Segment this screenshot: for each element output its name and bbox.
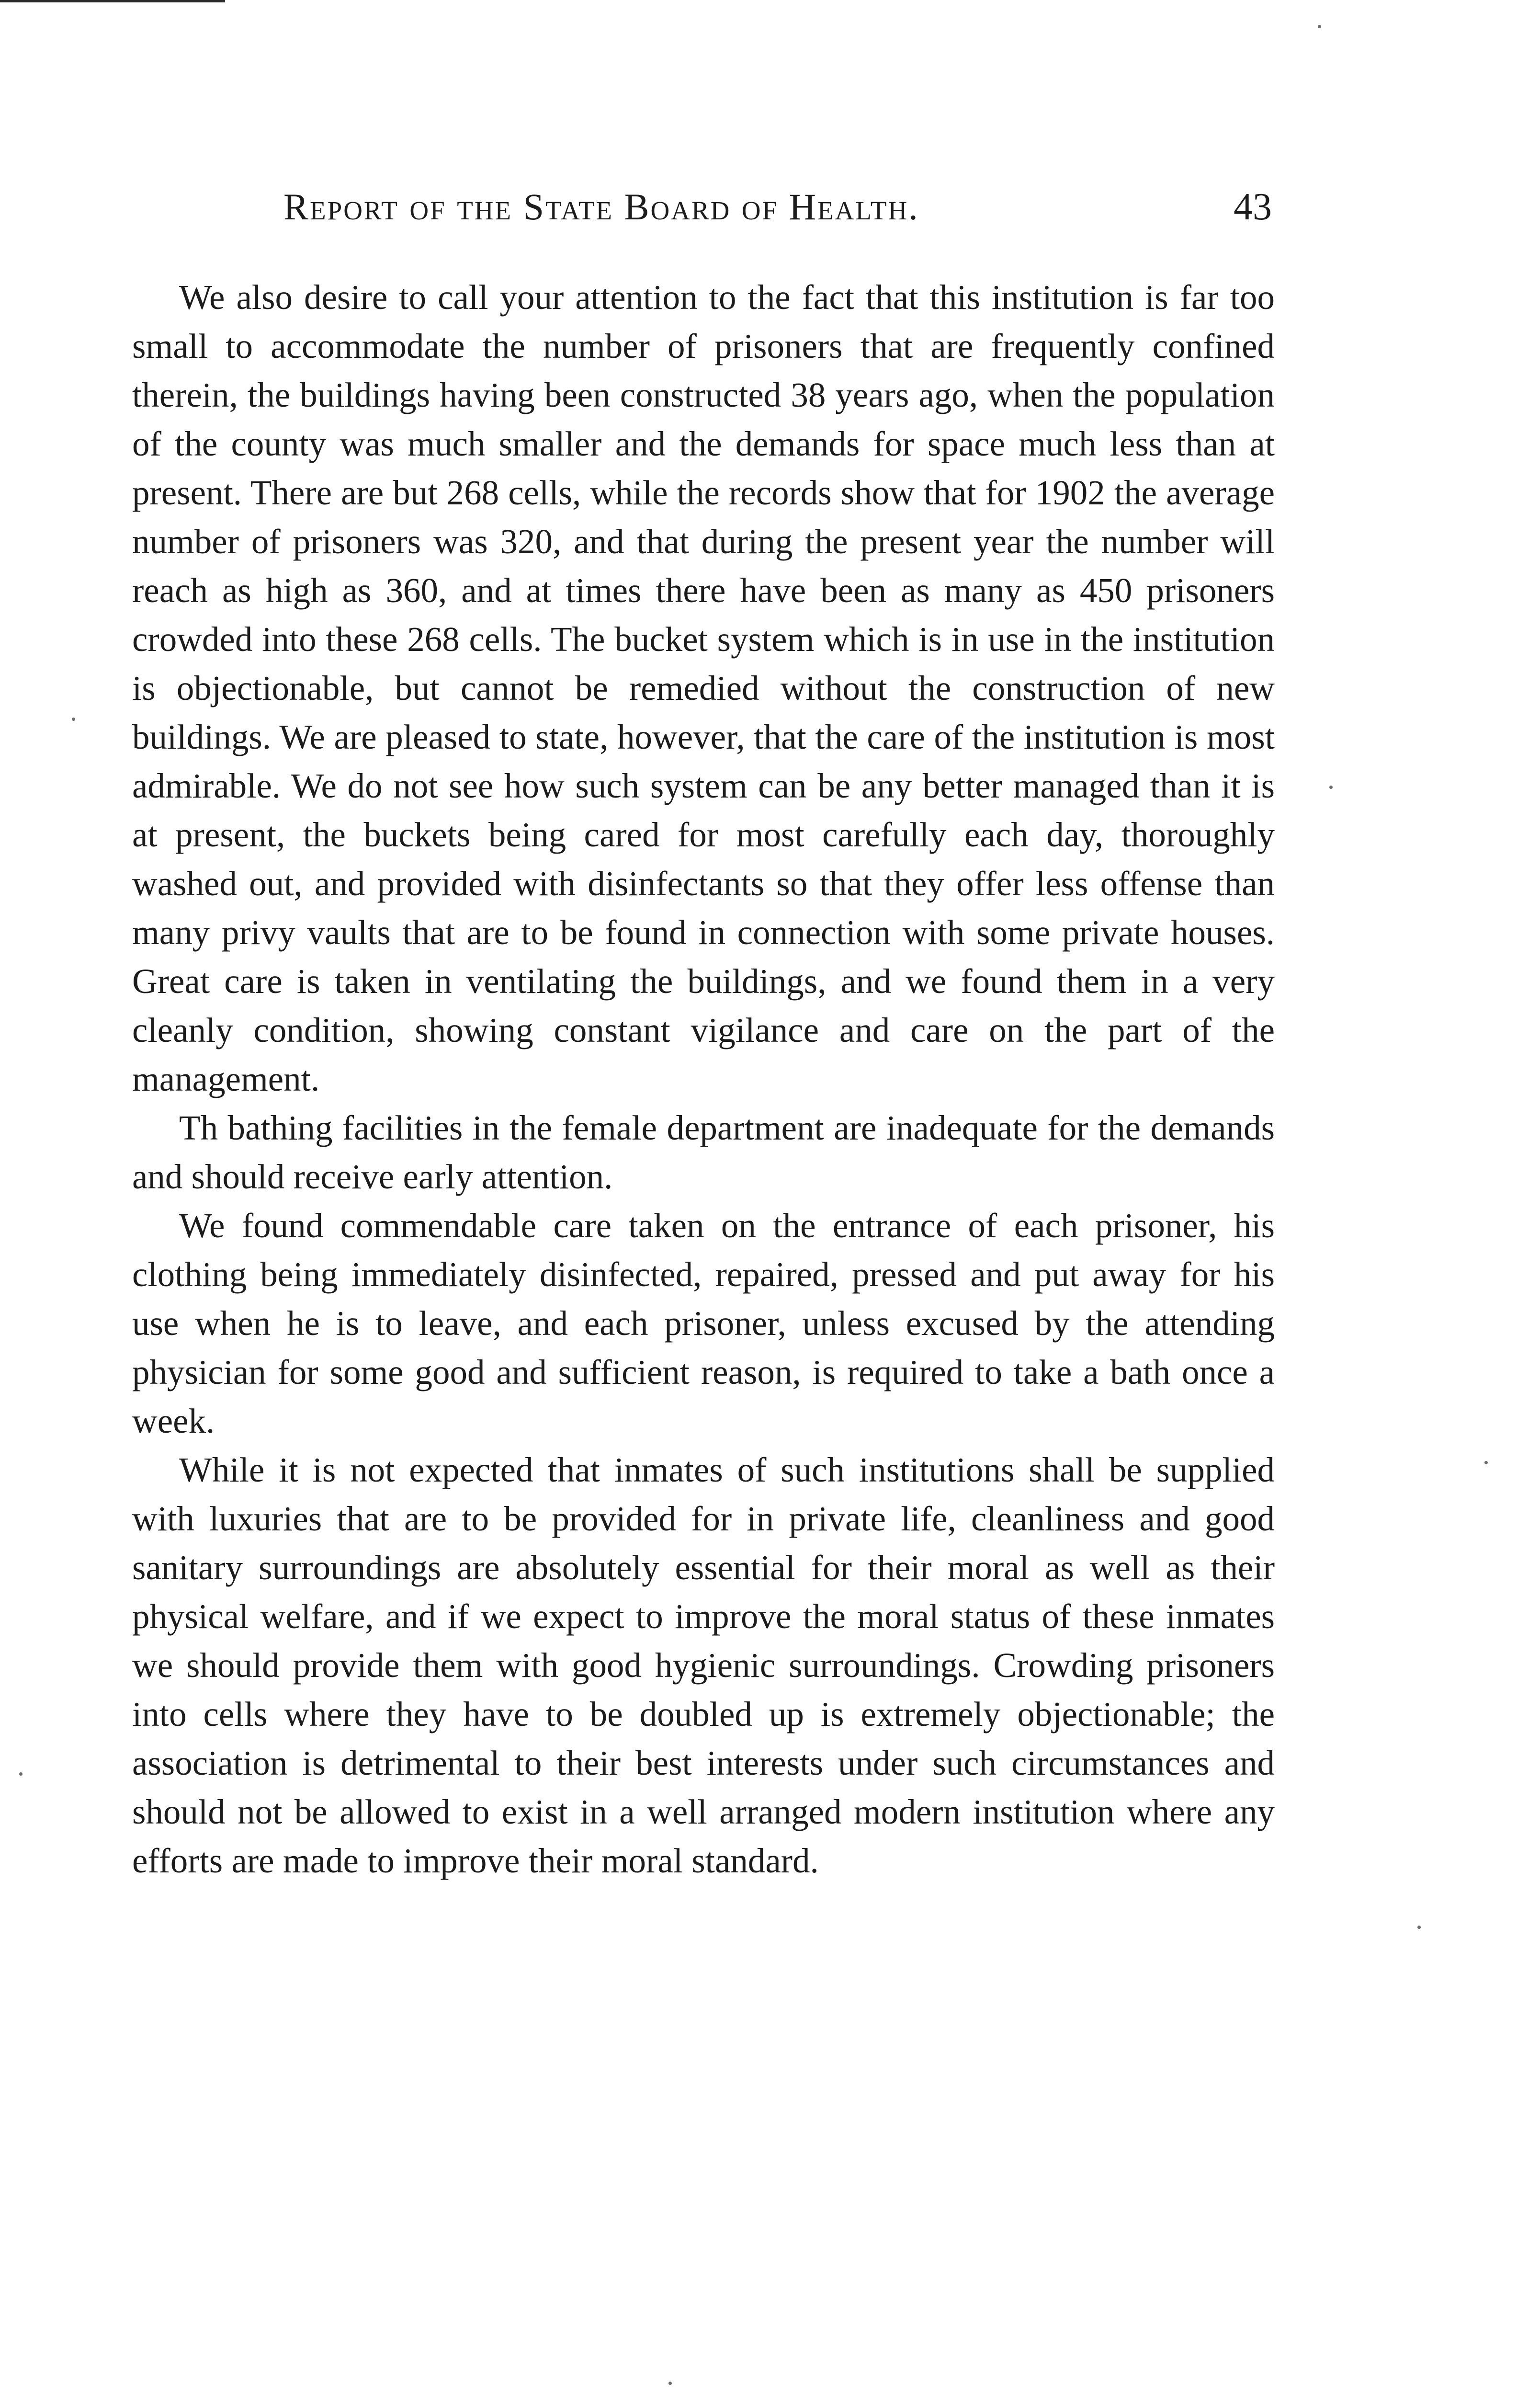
body-text [132,273,1275,1885]
scan-speck [1484,1461,1488,1464]
scan-speck [1318,25,1321,28]
running-head-title: Report of the State Board of Health. [283,186,919,228]
page-number: 43 [1234,186,1272,228]
running-head [283,178,1285,236]
scan-speck [1329,786,1333,789]
scan-speck [72,718,75,721]
paragraph: We also desire to call your attention to the fact that this institution is far too small to accommodate the number of prisoners that are frequently confined therein, the buildings having been constructed 38 years ago, when the population of the county was much smaller and the demands for space much less than at present. There are but 268 cells, while the records show that for 1902 the average number of prisoners was 320, and that during the present year the number will reach as high as 360, and at times there have been as many as 450 prisoners crowded into these 268 cells. The bucket system which is in use in the institution is objectionable, but cannot be remedied without the construction of new buildings. We are pleased to state, however, that the care of the institution is most admirable. We do not see how such system can be any better managed than it is at present, the buckets being cared for most carefully each day, thoroughly washed out, and provided with disinfectants so that they offer less offense than many privy vaults that are to be found in connection with some private houses. Great care is taken in ventilating the buildings, and we found them in a very cleanly condition, showing constant vigilance and care on the part of the management. [132,278,1275,1098]
paragraph: While it is not expected that inmates of such institutions shall be supplied with luxuries that are to be provided for in private life, cleanliness and good sanitary surroundings are absolutely essential for their moral as well as their physical welfare, and if we expect to improve the moral status of these inmates we should provide them with good hygienic surroundings. Crowding prisoners into cells where they have to be doubled up is extremely objectionable; the association is detrimental to their best interests under such circumstances and should not be allowed to exist in a well arranged modern institution where any efforts are made to improve their moral standard. [132,1450,1275,1880]
paragraph: We found commendable care taken on the entrance of each prisoner, his clothing being immediately disinfected, repaired, pressed and put away for his use when he is to leave, and each prisoner, unless excused by the attending physician for some good and sufficient reason, is required to take a bath once a week. [132,1206,1275,1440]
scan-edge-rule [0,0,225,2]
paragraph: Th bathing facilities in the female department are inadequate for the demands and should receive early attention. [132,1108,1275,1196]
scan-speck [668,2382,672,2385]
scan-speck [1417,1926,1421,1929]
scan-speck [19,1772,23,1776]
